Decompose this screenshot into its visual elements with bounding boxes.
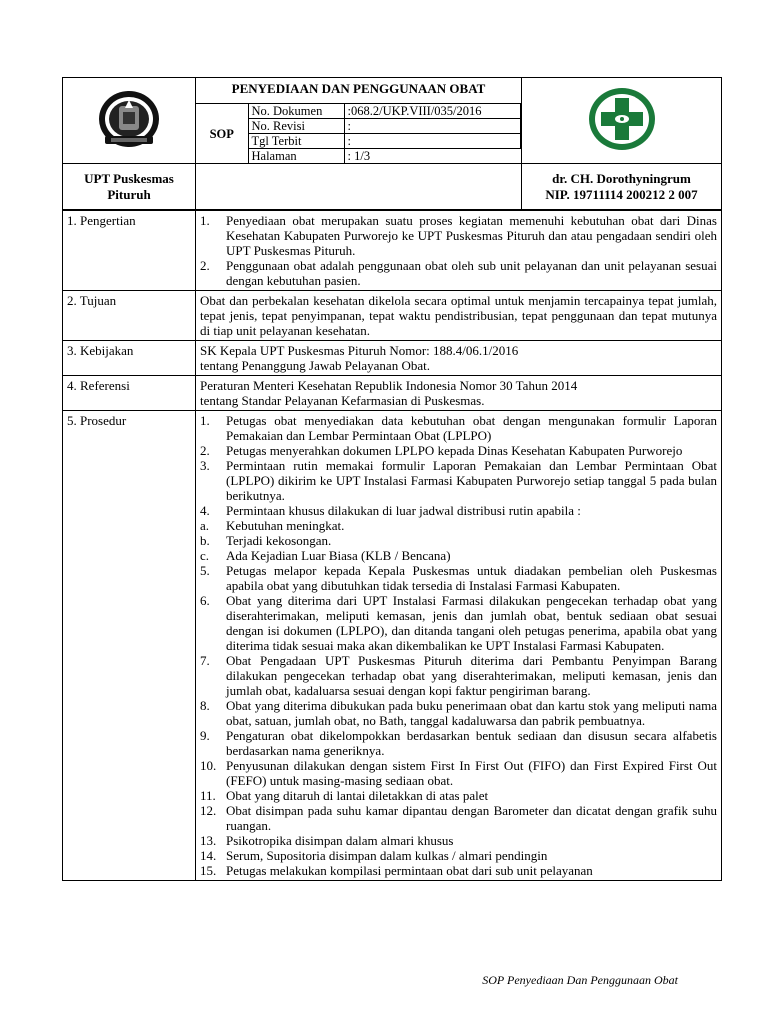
title-block bbox=[196, 78, 522, 164]
section-prosedur bbox=[63, 411, 722, 881]
revision-label: No. Revisi bbox=[248, 119, 344, 134]
org-name-line1: UPT Puskesmas bbox=[84, 170, 174, 186]
section-label: 4. Referensi bbox=[63, 376, 196, 411]
puskesmas-logo-cell bbox=[522, 78, 722, 164]
page-value: : 1/3 bbox=[344, 149, 521, 164]
section-label: 3. Kebijakan bbox=[63, 341, 196, 376]
procedure-item: 2. Petugas menyerahkan dokumen LPLPO kepada Dinas Kesehatan Kabupaten Purworejo bbox=[200, 443, 683, 458]
signer-name: dr. CH. Dorothyningrum bbox=[552, 170, 691, 186]
policy-line: SK Kepala UPT Puskesmas Pituruh Nomor: 188.4/06.1/2016 bbox=[200, 343, 519, 358]
procedure-item: 1. Petugas obat menyediakan data kebutuhan obat dengan mengunakan formulir Laporan Pemakaian dan Lembar Permintaan Obat (LPLPO) bbox=[200, 413, 717, 443]
regency-emblem-icon bbox=[97, 88, 161, 150]
section-label: 2. Tujuan bbox=[63, 291, 196, 341]
procedure-item: 10. Penyusunan dilakukan dengan sistem First In First Out (FIFO) dan First Expired First Out (FEFO) untuk masing-masing sediaan obat. bbox=[200, 758, 717, 788]
regency-logo-cell bbox=[63, 78, 196, 164]
document-info-table bbox=[196, 103, 521, 163]
org-name-line2: Pituruh bbox=[107, 186, 151, 202]
section-tujuan bbox=[63, 291, 722, 341]
section-label: 5. Prosedur bbox=[63, 411, 196, 881]
procedure-item: 3. Permintaan rutin memakai formulir Laporan Pemakaian dan Lembar Permintaan Obat (LPLPO) dikirim ke UPT Instalasi Farmasi Kabupaten Purworejo setiap tanggal 5 pada bulan berikutnya. bbox=[200, 458, 717, 503]
list-item: 2. Penggunaan obat adalah penggunaan obat oleh sub unit pelayanan dan unit pelayanan sesuai dengan kebutuhan pasien. bbox=[200, 258, 717, 288]
signer-nip: NIP. 19711114 200212 2 007 bbox=[545, 186, 698, 202]
procedure-item: 6. Obat yang diterima dari UPT Instalasi Farmasi dilakukan pengecekan terhadap obat yang diserahterimakan, meliputi kemasan, jenis dan jumlah obat, bentuk sediaan obat sesuai dengan isi dokumen (LPLPO), dan ditanda tangani oleh petugas penerima, apabila obat yang diterima tidak sesuai maka akan dikembalikan ke UPT Instalasi Farmasi Kabupaten. bbox=[200, 593, 717, 653]
section-content bbox=[196, 341, 722, 376]
content-table bbox=[62, 210, 722, 881]
section-content bbox=[196, 376, 722, 411]
procedure-item: 8. Obat yang diterima dibukukan pada buku penerimaan obat dan kartu stok yang meliputi nama obat, satuan, jumlah obat, no Bath, tanggal kadaluwarsa dan pabrik pembuatnya. bbox=[200, 698, 717, 728]
procedure-item: 4. Permintaan khusus dilakukan di luar jadwal distribusi rutin apabila : bbox=[200, 503, 581, 518]
puskesmas-cross-icon bbox=[586, 86, 658, 152]
procedure-item: c. Ada Kejadian Luar Biasa (KLB / Bencana) bbox=[200, 548, 451, 563]
procedure-item: 11. Obat yang ditaruh di lantai diletakkan di atas palet bbox=[200, 788, 489, 803]
revision-value: : bbox=[344, 119, 521, 134]
doc-number-label: No. Dokumen bbox=[248, 104, 344, 119]
section-kebijakan bbox=[63, 341, 722, 376]
list-item: 1. Penyediaan obat merupakan suatu proses kegiatan memenuhi kebutuhan obat dari Dinas Kesehatan Kabupaten Purworejo ke UPT Puskesmas Pituruh dan atau pengadaan sendiri oleh UPT Puskesmas Pituruh. bbox=[200, 213, 717, 258]
sop-label: SOP bbox=[196, 104, 248, 164]
procedure-item: a. Kebutuhan meningkat. bbox=[200, 518, 345, 533]
issue-date-value: : bbox=[344, 134, 521, 149]
procedure-item: b. Terjadi kekosongan. bbox=[200, 533, 332, 548]
procedure-item: 5. Petugas melapor kepada Kepala Puskesmas untuk diadakan pembelian oleh Puskesmas apabila obat yang dibutuhkan tidak tersedia di Instalasi Farmasi Kabupaten. bbox=[200, 563, 717, 593]
procedure-item: 15. Petugas melakukan kompilasi permintaan obat dari sub unit pelayanan bbox=[200, 863, 593, 878]
procedure-item: 9. Pengaturan obat dikelompokkan berdasarkan bentuk sediaan dan disusun secara alfabetis berdasarkan nama generiknya. bbox=[200, 728, 717, 758]
procedure-list bbox=[196, 411, 722, 881]
section-label: 1. Pengertian bbox=[63, 211, 196, 291]
signer-block bbox=[522, 164, 722, 210]
section-content bbox=[196, 211, 722, 291]
header-table bbox=[62, 77, 722, 210]
page-footer: SOP Penyediaan Dan Penggunaan Obat bbox=[482, 973, 678, 987]
issue-date-label: Tgl Terbit bbox=[248, 134, 344, 149]
reference-line: Peraturan Menteri Kesehatan Republik Indonesia Nomor 30 Tahun 2014 bbox=[200, 378, 578, 393]
procedure-item: 13. Psikotropika disimpan dalam almari khusus bbox=[200, 833, 454, 848]
sop-document bbox=[62, 77, 721, 881]
procedure-item: 12. Obat disimpan pada suhu kamar dipantau dengan Barometer dan dicatat dengan grafik suhu ruangan. bbox=[200, 803, 717, 833]
section-pengertian bbox=[63, 211, 722, 291]
procedure-item: 14. Serum, Supositoria disimpan dalam kulkas / almari pendingin bbox=[200, 848, 548, 863]
empty-signature-area bbox=[196, 164, 522, 210]
page-label: Halaman bbox=[248, 149, 344, 164]
org-name bbox=[63, 164, 196, 210]
doc-number-value: :068.2/UKP.VIII/035/2016 bbox=[344, 104, 521, 119]
reference-line: tentang Standar Pelayanan Kefarmasian di Puskesmas. bbox=[200, 393, 485, 408]
policy-line: tentang Penanggung Jawab Pelayanan Obat. bbox=[200, 358, 430, 373]
procedure-item: 7. Obat Pengadaan UPT Puskesmas Pituruh diterima dari Pembantu Penyimpan Barang dilakukan pengecekan terhadap obat yang diserahterimakan, meliputi kemasan, jenis dan jumlah obat, kadaluarsa sesuai dengan kopi faktur pengiriman barang. bbox=[200, 653, 717, 698]
document-title: PENYEDIAAN DAN PENGGUNAAN OBAT bbox=[231, 81, 486, 96]
section-text: Obat dan perbekalan kesehatan dikelola secara optimal untuk menjamin tercapainya tepat jumlah, tepat jenis, tepat penyimpanan, tepat waktu pendistribusian, tepat penggunaan dan tepat mutunya di tiap unit pelayanan kesehatan. bbox=[196, 291, 722, 341]
section-referensi bbox=[63, 376, 722, 411]
